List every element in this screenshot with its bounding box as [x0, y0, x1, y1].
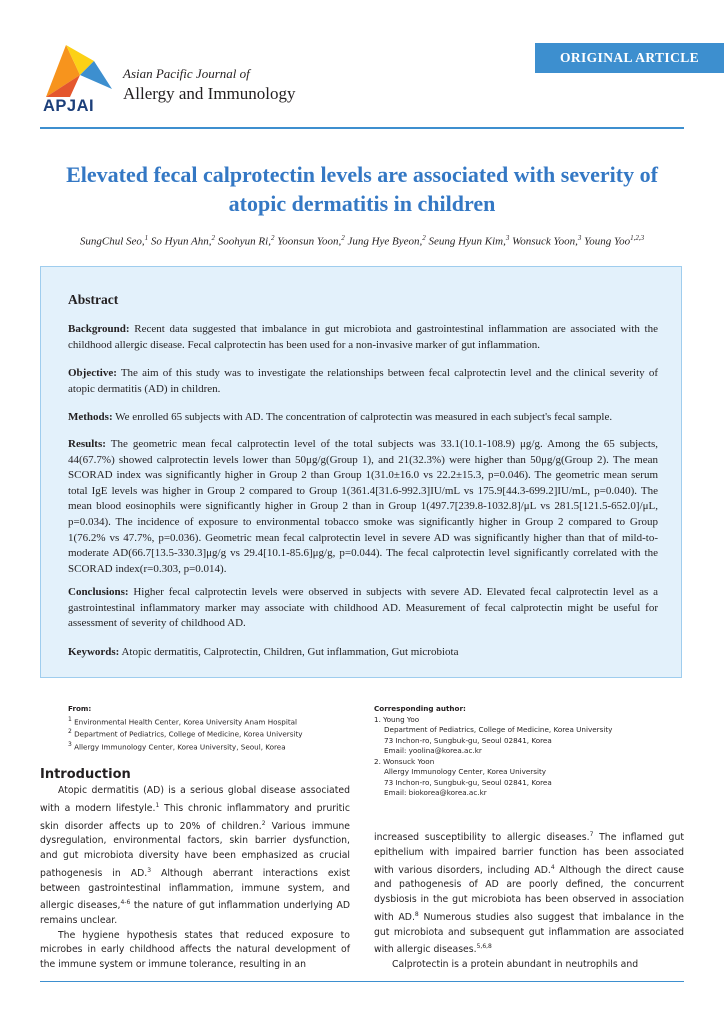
corresponding-address-line: 73 Inchon-ro, Sungbuk-gu, Seoul 02841, Korea — [384, 735, 552, 745]
journal-name-line2: Allergy and Immunology — [123, 84, 296, 103]
corresponding-address-line: 73 Inchon-ro, Sungbuk-gu, Seoul 02841, Korea — [384, 777, 552, 787]
author-name: SungChul Seo, — [79, 235, 145, 248]
logo-wordmark: APJAI — [43, 97, 95, 115]
objective-text: The aim of this study was to investigate the relationships between fecal calprotectin level and the clinical severity of atopic dermatitis (AD) in children. — [68, 367, 658, 395]
author-affiliation-marker: 2 — [270, 234, 275, 242]
footer-divider — [40, 981, 684, 982]
results-text: The geometric mean fecal calprotectin level of the total subjects was 33.1(10.1-108.9) μg/g. Among the 65 subjects, 44(67.7%) showed calprotectin levels lower than 50μg/g(Group 1), and 21(32.3%) were higher than 50μg/g(Group 2). The mean SCORAD index was significantly higher in Group 2 than Group 1(31.0±16.0 vs 22.2±15.3, p=0.046). The geometric mean serum total IgE levels was higher in Group 2 compared to Group 1(361.4[31.6-992.3]IU/mL vs 175.9[44.3-699.2]IU/mL, p=0.040). The mean blood eosinophils were significantly higher in Group 2 than in Group 1(497.7[239.8-1032.8]/μL vs 281.5[121.5-652.0]/μL, p=0.034). The incidence of exposure to environmental tobacco smoke was significantly higher in Group 2 compared to Group 1(76.2% vs 47.7%, p=0.036). Geometric mean fecal calprotectin level in severe AD was significantly higher than that of mild-to-moderate AD(66.7[13.5-330.3]μg/g vs 29.4[10.1-85.6]μg/g, p=0.044). The fecal calprotectin level significantly correlated with the SCORAD index(r=0.303, p=0.014). — [68, 438, 658, 575]
author-name: Young Yoo — [584, 235, 631, 248]
author-name: Jung Hye Byeon, — [347, 235, 423, 248]
corresponding-author-name: 1. Young Yoo — [374, 714, 420, 724]
abstract-keywords — [68, 645, 658, 661]
body-paragraph: Atopic dermatitis (AD) is a serious global disease associated with a modern lifestyle.$^1$ This chronic inflammatory and pruritic skin disorder affects up to 20% of children.$^2$ Various immune dysregulation, environmental factors, skin barrier dysfunction, and gut microbiota diversity have been emphasized as crucial pathogenesis in AD.$^3$ Although aberrant interactions exist between gastrointestinal inflammation, immune system, and allergic diseases,$^{4-6}$ the nature of gut inflammation underlying AD remains unclear. — [40, 785, 351, 926]
author-affiliation-marker: 1 — [144, 234, 149, 242]
journal-name-line1: Asian Pacific Journal of — [123, 66, 250, 81]
conclusions-text: Higher fecal calprotectin levels were observed in subjects with severe AD. Elevated fecal calprotectin level as a gastrointestinal inflammatory marker may associate with childhood AD. Measurement of fecal calprotectin might be useful for assessment of severity of childhood AD. — [68, 586, 658, 630]
keywords-label: Keywords: — [68, 646, 120, 658]
author-name: Seung Hyun Kim, — [428, 235, 506, 248]
affiliation-item: $^3$ Allergy Immunology Center, Korea University, Seoul, Korea — [68, 741, 286, 752]
corresponding-address-line: Allergy Immunology Center, Korea University — [384, 767, 547, 776]
keywords-text: Atopic dermatitis, Calprotectin, Children, Gut inflammation, Gut microbiota — [121, 646, 459, 658]
abstract-heading: Abstract — [68, 292, 119, 307]
abstract-results — [68, 437, 658, 577]
author-affiliation-marker: 2 — [422, 234, 426, 242]
author-affiliation-marker: 1,2,3 — [630, 234, 645, 242]
affiliations — [68, 704, 368, 753]
conclusions-label: Conclusions: — [68, 586, 129, 598]
affiliation-item: $^1$ Environmental Health Center, Korea University Anam Hospital — [68, 715, 298, 726]
article-title: Elevated fecal calprotectin levels are associated with severity of atopic dermatitis in children — [66, 162, 658, 216]
background-label: Background: — [68, 323, 130, 335]
abstract-methods — [68, 410, 658, 426]
corresponding-label: Corresponding author: — [374, 704, 466, 713]
author-name: Yoonsun Yoon, — [277, 235, 342, 248]
header-divider — [40, 127, 684, 129]
article-type-badge: ORIGINAL ARTICLE — [535, 43, 724, 73]
methods-label: Methods: — [68, 411, 113, 423]
methods-text: We enrolled 65 subjects with AD. The concentration of calprotectin was measured in each subject's fecal sample. — [115, 411, 613, 423]
from-label: From: — [68, 704, 92, 713]
affiliation-item: $^2$ Department of Pediatrics, College of Medicine, Korea University — [68, 728, 303, 739]
author-affiliation-marker: 3 — [577, 234, 582, 242]
corresponding-email[interactable]: Email: biokorea@korea.ac.kr — [384, 788, 487, 797]
author-list — [40, 234, 684, 248]
objective-label: Objective: — [68, 367, 117, 379]
author-affiliation-marker: 2 — [341, 234, 345, 242]
author-affiliation-marker: 2 — [211, 234, 216, 242]
author-affiliation-marker: 3 — [505, 234, 510, 242]
abstract-objective — [68, 366, 658, 397]
corresponding-email[interactable]: Email: yoolina@korea.ac.kr — [384, 746, 482, 755]
corresponding-address-line: Department of Pediatrics, College of Medicine, Korea University — [384, 725, 613, 734]
section-heading-introduction: Introduction — [40, 767, 131, 782]
body-column-left — [40, 784, 350, 973]
author-name: Soohyun Ri, — [217, 235, 271, 248]
background-text: Recent data suggested that imbalance in gut microbiota and gastrointestinal inflammation are associated with the childhood allergic disease. Fecal calprotectin has been used for a non-invasive marker of gut inflammation. — [68, 323, 658, 351]
body-column-right — [374, 828, 684, 973]
body-paragraph: The hygiene hypothesis states that reduced exposure to microbes in early childhood affects the natural development of the immune system or immune tolerance, resulting in an — [40, 929, 350, 971]
results-label: Results: — [68, 438, 106, 450]
author-name: So Hyun Ahn, — [150, 235, 212, 248]
corresponding-authors — [374, 704, 684, 799]
corresponding-author-name: 2. Wonsuck Yoon — [374, 756, 435, 766]
author-name: Wonsuck Yoon, — [512, 235, 578, 248]
abstract-conclusions — [68, 585, 658, 632]
body-paragraph: increased susceptibility to allergic diseases.$^7$ The inflamed gut epithelium with impaired barrier function has been associated with various disorders, including AD.$^4$ Although the direct cause and pathogenesis of AD are poorly defined, the concurrent dysbiosis in the gut microbiota has been observed in association with AD.$^8$ Numerous studies also suggest that imbalance in the gut microbiota and subsequent gut inflammation are associated with allergic diseases.$^{5,6,8}$ — [374, 831, 684, 956]
abstract-background — [68, 322, 658, 353]
body-paragraph: Calprotectin is a protein abundant in neutrophils and — [392, 959, 639, 970]
